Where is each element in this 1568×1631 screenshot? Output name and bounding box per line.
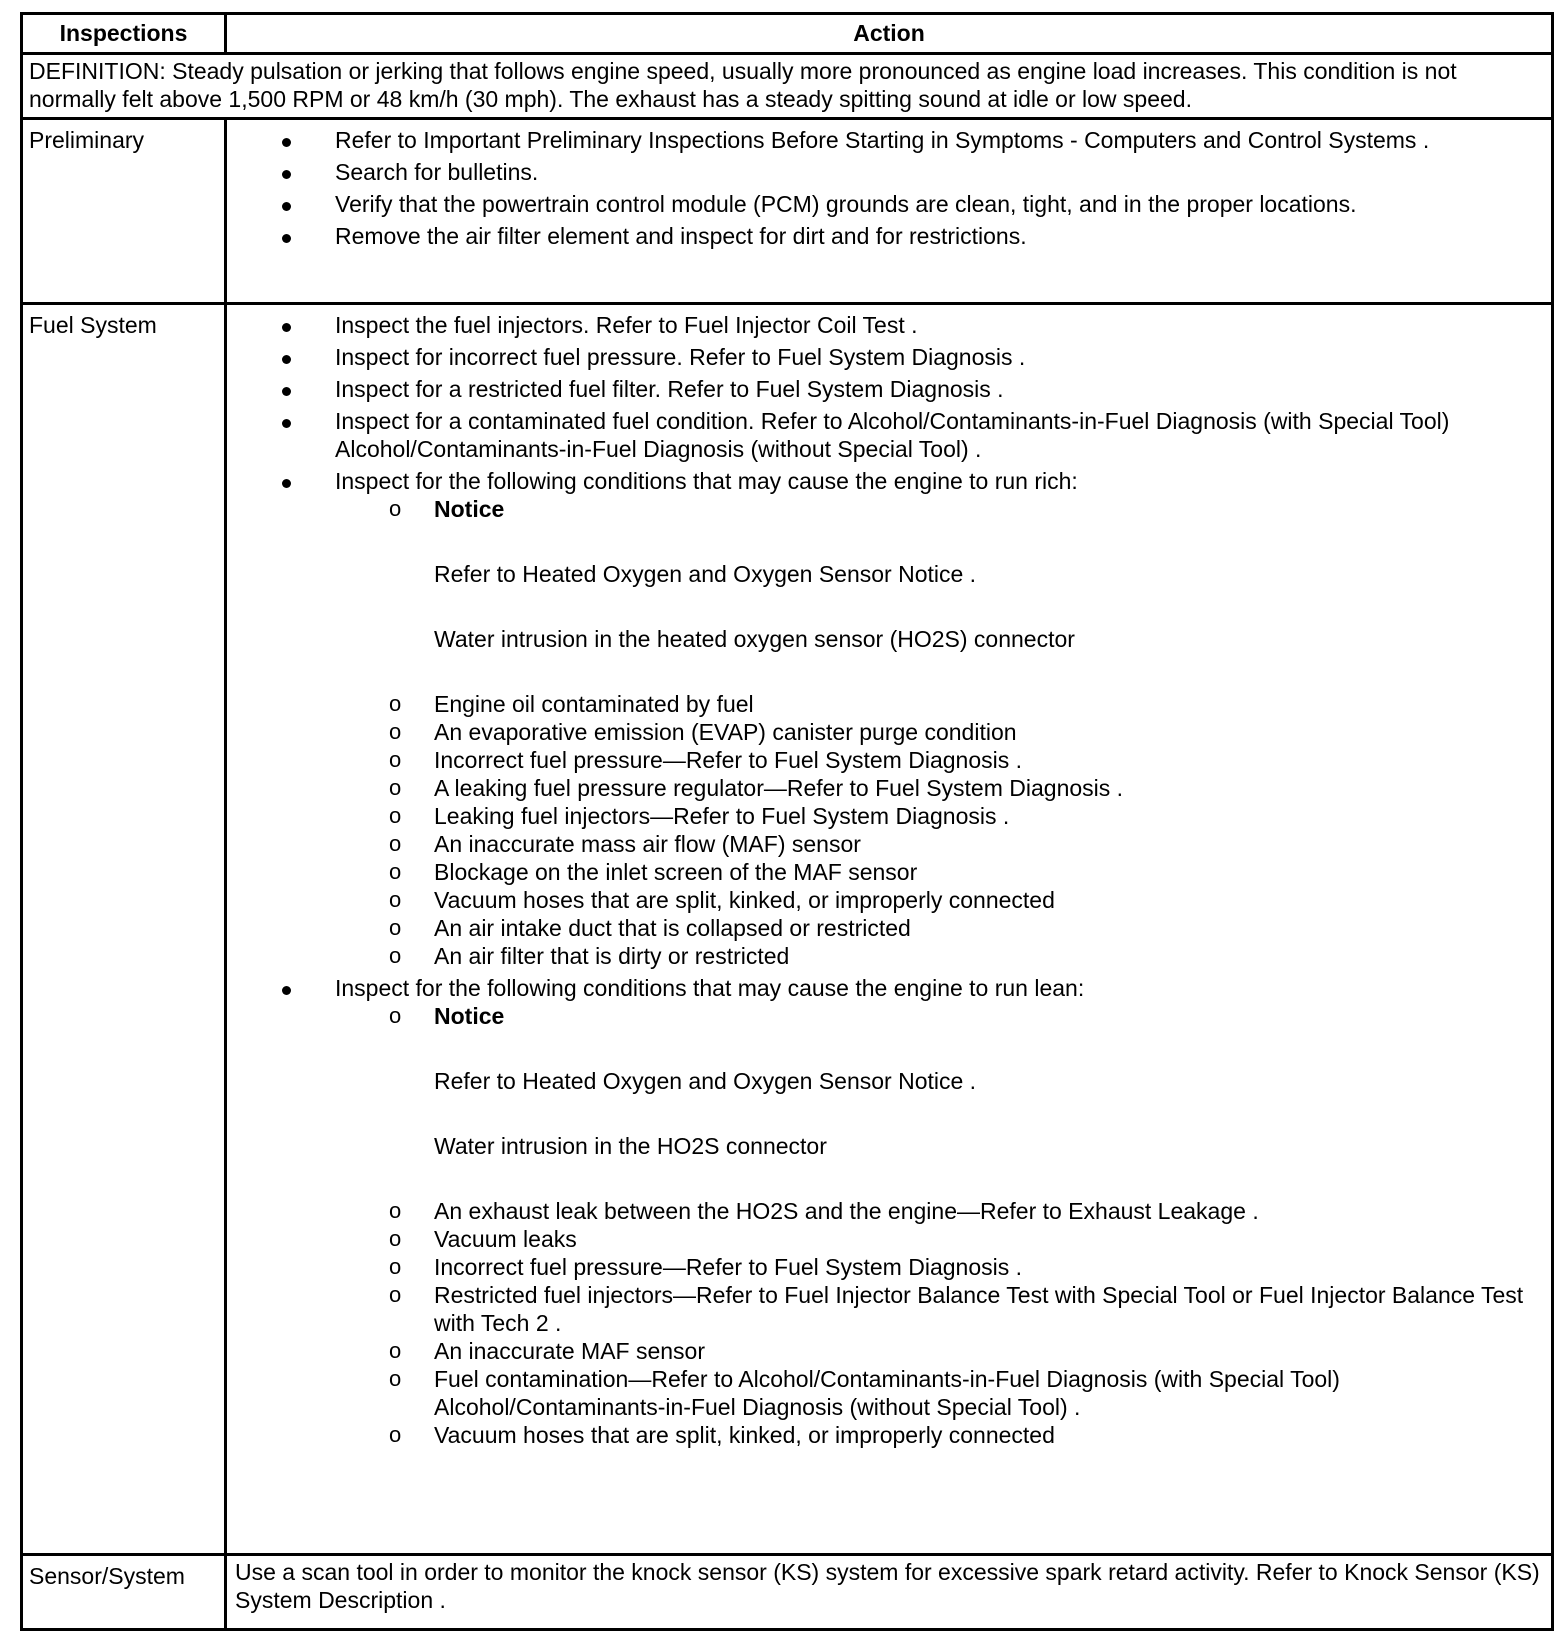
- list-item: [227, 222, 1545, 250]
- notice-reference: Refer to Heated Oxygen and Oxygen Sensor Notice .: [434, 1068, 977, 1094]
- list-item-text: Incorrect fuel pressure—Refer to Fuel System Diagnosis .: [434, 747, 1023, 773]
- list-item-text: Fuel contamination—Refer to Alcohol/Contaminants-in-Fuel Diagnosis (with Special Tool) Alcohol/Contaminants-in-Fuel Diagnosis (without Special Tool) .: [434, 1366, 1340, 1420]
- notice-item: [335, 495, 1545, 690]
- list-item: [335, 1197, 1545, 1225]
- list-item: [335, 690, 1545, 718]
- circle-bullet-icon: o: [389, 496, 402, 521]
- list-item-text: An exhaust leak between the HO2S and the engine—Refer to Exhaust Leakage .: [434, 1198, 1259, 1224]
- list-item-text: Leaking fuel injectors—Refer to Fuel System Diagnosis .: [434, 803, 1010, 829]
- list-item-text: Inspect for incorrect fuel pressure. Refer to Fuel System Diagnosis .: [335, 344, 1026, 370]
- bullet-icon: [282, 323, 291, 332]
- list-item-text: A leaking fuel pressure regulator—Refer to Fuel System Diagnosis .: [434, 775, 1124, 801]
- preliminary-label: Preliminary: [22, 119, 226, 304]
- circle-bullet-icon: o: [389, 803, 402, 828]
- list-item-text: Vacuum hoses that are split, kinked, or improperly connected: [434, 1422, 1055, 1448]
- circle-bullet-icon: o: [389, 1282, 402, 1307]
- list-item-text: Inspect the fuel injectors. Refer to Fuel Injector Coil Test .: [335, 312, 918, 338]
- sensor-system-label: Sensor/System: [22, 1555, 226, 1630]
- circle-bullet-icon: o: [389, 887, 402, 912]
- list-item: [227, 158, 1545, 186]
- list-item: [227, 311, 1545, 339]
- list-item: [335, 858, 1545, 886]
- preliminary-row: [22, 119, 1553, 304]
- list-item: [335, 1365, 1545, 1421]
- list-item: [335, 1253, 1545, 1281]
- list-item: [335, 886, 1545, 914]
- list-item-text: An inaccurate mass air flow (MAF) sensor: [434, 831, 861, 857]
- list-item: [335, 1421, 1545, 1449]
- run-rich-intro: Inspect for the following conditions that may cause the engine to run rich:: [335, 468, 1078, 494]
- definition-text: DEFINITION: Steady pulsation or jerking that follows engine speed, usually more pronounced as engine load increases. This condition is not normally felt above 1,500 RPM or 48 km/h (30 mph). The exhaust has a steady spitting sound at idle or low speed.: [22, 54, 1553, 119]
- list-item: [227, 407, 1545, 463]
- diagnostic-table: [20, 12, 1554, 1631]
- list-item-text: An evaporative emission (EVAP) canister purge condition: [434, 719, 1017, 745]
- list-item: [335, 1225, 1545, 1253]
- run-lean-item: [227, 974, 1545, 1449]
- list-item: [335, 1281, 1545, 1337]
- circle-bullet-icon: o: [389, 691, 402, 716]
- list-item-text: Restricted fuel injectors—Refer to Fuel Injector Balance Test with Special Tool or Fuel Injector Balance Test with Tech 2 .: [434, 1282, 1524, 1336]
- list-item-text: Engine oil contaminated by fuel: [434, 691, 754, 717]
- bullet-icon: [282, 387, 291, 396]
- list-item: [335, 746, 1545, 774]
- list-item-text: Vacuum leaks: [434, 1226, 577, 1252]
- notice-reference: Refer to Heated Oxygen and Oxygen Sensor Notice .: [434, 561, 977, 587]
- list-item-text: An air filter that is dirty or restricted: [434, 943, 790, 969]
- list-item-text: Incorrect fuel pressure—Refer to Fuel System Diagnosis .: [434, 1254, 1023, 1280]
- list-item-text: Search for bulletins.: [335, 159, 539, 185]
- list-item: [335, 802, 1545, 830]
- sensor-system-text: Use a scan tool in order to monitor the knock sensor (KS) system for excessive spark retard activity. Refer to Knock Sensor (KS) System Description .: [226, 1555, 1553, 1630]
- list-item: [227, 190, 1545, 218]
- list-item-text: Vacuum hoses that are split, kinked, or improperly connected: [434, 887, 1055, 913]
- notice-title: Notice: [434, 1003, 505, 1029]
- bullet-icon: [282, 419, 291, 428]
- preliminary-list: [227, 126, 1545, 250]
- run-lean-intro: Inspect for the following conditions that may cause the engine to run lean:: [335, 975, 1085, 1001]
- fuel-system-actions: [226, 304, 1553, 1555]
- notice-text: Water intrusion in the HO2S connector: [434, 1133, 827, 1159]
- list-item: [335, 774, 1545, 802]
- bullet-icon: [282, 234, 291, 243]
- list-item: [335, 942, 1545, 970]
- list-item: [227, 343, 1545, 371]
- circle-bullet-icon: o: [389, 1366, 402, 1391]
- notice-title: Notice: [434, 496, 505, 522]
- list-item: [227, 375, 1545, 403]
- header-action: Action: [226, 14, 1553, 54]
- list-item-text: Refer to Important Preliminary Inspections Before Starting in Symptoms - Computers and Control Systems .: [335, 127, 1430, 153]
- list-item-text: Verify that the powertrain control module (PCM) grounds are clean, tight, and in the proper locations.: [335, 191, 1357, 217]
- list-item: [335, 1337, 1545, 1365]
- list-item-text: Blockage on the inlet screen of the MAF sensor: [434, 859, 918, 885]
- fuel-system-label: Fuel System: [22, 304, 226, 1555]
- sensor-system-row: [22, 1555, 1553, 1630]
- circle-bullet-icon: o: [389, 859, 402, 884]
- list-item: [335, 718, 1545, 746]
- circle-bullet-icon: o: [389, 775, 402, 800]
- fuel-system-row: [22, 304, 1553, 1555]
- notice-text: Water intrusion in the heated oxygen sensor (HO2S) connector: [434, 626, 1075, 652]
- list-item-text: An air intake duct that is collapsed or restricted: [434, 915, 911, 941]
- list-item-text: Remove the air filter element and inspect for dirt and for restrictions.: [335, 223, 1027, 249]
- bullet-icon: [282, 138, 291, 147]
- notice-item: [335, 1002, 1545, 1197]
- list-item-text: An inaccurate MAF sensor: [434, 1338, 706, 1364]
- fuel-system-list: [227, 311, 1545, 1449]
- circle-bullet-icon: o: [389, 747, 402, 772]
- bullet-icon: [282, 202, 291, 211]
- list-item: [335, 830, 1545, 858]
- list-item: [227, 126, 1545, 154]
- circle-bullet-icon: o: [389, 719, 402, 744]
- list-item: [335, 914, 1545, 942]
- circle-bullet-icon: o: [389, 943, 402, 968]
- circle-bullet-icon: o: [389, 1254, 402, 1279]
- circle-bullet-icon: o: [389, 1003, 402, 1028]
- run-lean-list: [389, 1002, 1545, 1449]
- circle-bullet-icon: o: [389, 1422, 402, 1447]
- header-inspections: Inspections: [22, 14, 226, 54]
- bullet-icon: [282, 986, 291, 995]
- list-item-text: Inspect for a contaminated fuel condition. Refer to Alcohol/Contaminants-in-Fuel Diagnosis (with Special Tool) Alcohol/Contaminants-in-Fuel Diagnosis (without Special Tool) .: [335, 408, 1450, 462]
- bullet-icon: [282, 355, 291, 364]
- circle-bullet-icon: o: [389, 1198, 402, 1223]
- list-item-text: Inspect for a restricted fuel filter. Refer to Fuel System Diagnosis .: [335, 376, 1004, 402]
- circle-bullet-icon: o: [389, 1338, 402, 1363]
- circle-bullet-icon: o: [389, 1226, 402, 1251]
- table-header-row: [22, 14, 1553, 54]
- circle-bullet-icon: o: [389, 915, 402, 940]
- bullet-icon: [282, 170, 291, 179]
- definition-row: [22, 54, 1553, 119]
- bullet-icon: [282, 479, 291, 488]
- circle-bullet-icon: o: [389, 831, 402, 856]
- run-rich-item: [227, 467, 1545, 970]
- preliminary-actions: [226, 119, 1553, 304]
- run-rich-list: [389, 495, 1545, 970]
